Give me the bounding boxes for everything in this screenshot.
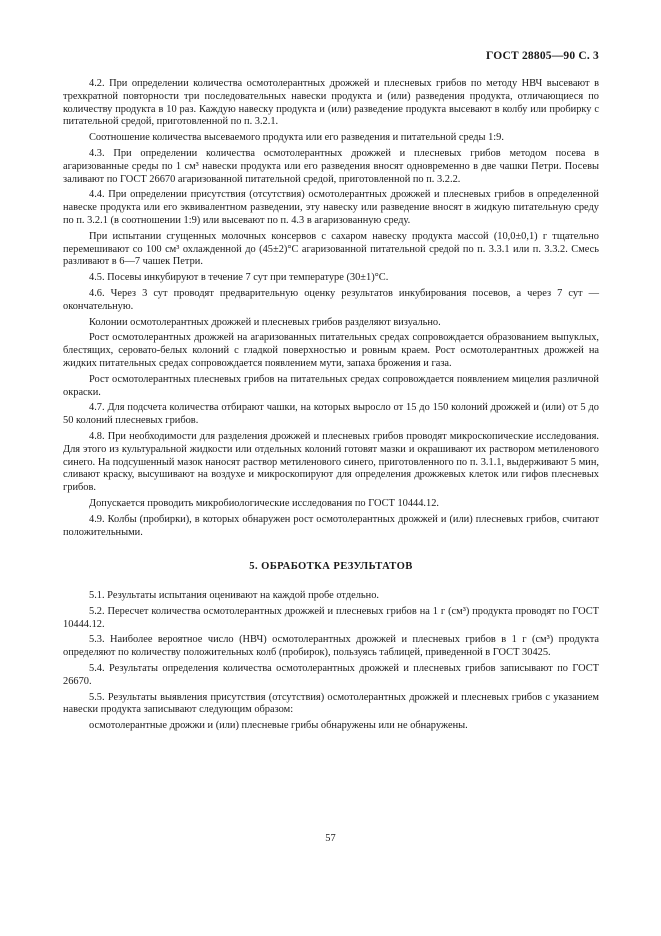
paragraph-4-9: 4.9. Колбы (пробирки), в которых обнаружен рост осмотолерантных дрожжей и (или) плесневых грибов, считают положительными. — [63, 513, 599, 538]
paragraph-yeast-growth: Рост осмотолерантных дрожжей на агаризованных питательных средах сопровождается образованием выпуклых, блестящих, серовато-белых колоний с гладкой поверхностью и ровным краем. Рост осмотолерантных дрожжей на жидких питательных средах сопровождается появлением мути, запаха брожения и газа. — [63, 332, 599, 369]
paragraph-4-8: 4.8. При необходимости для разделения дрожжей и плесневых грибов проводят микроскопические исследования. Для этого из культуральной жидкости или отдельных колоний готовят мазки и окрашивают их раствором метиленового синего. На подсушенный мазок наносят раствор метиленового синего, приготовленного по п. 3.1.1, выдерживают 5 мин, сливают краску, высушивают на воздухе и микроскопируют для определения дрожжевых клеток или гифов плесневых грибов. — [63, 430, 599, 494]
page-header: ГОСТ 28805—90 С. 3 — [486, 50, 599, 62]
paragraph-5-2: 5.2. Пересчет количества осмотолерантных дрожжей и плесневых грибов на 1 г (см³) продукта проводят по ГОСТ 10444.12. — [63, 605, 599, 630]
paragraph-allowed: Допускается проводить микробиологические исследования по ГОСТ 10444.12. — [89, 497, 440, 509]
paragraph-5-4: 5.4. Результаты определения количества осмотолерантных дрожжей и плесневых грибов записывают по ГОСТ 26670. — [63, 663, 599, 687]
paragraph-result-format: осмотолерантные дрожжи и (или) плесневые грибы обнаружены или не обнаружены. — [89, 720, 468, 732]
paragraph-condensed-milk: При испытании сгущенных молочных консервов с сахаром навеску продукта массой (10,0±0,1) г тщательно перемешивают со 100 см³ охлажденной до (45±2)°С агаризованной питательной средой по п. 3.3.1 или п. 3.3.2. Смесь разливают в 6—7 чашек Петри. — [63, 230, 599, 268]
paragraph-5-5: 5.5. Результаты выявления присутствия (отсутствия) осмотолерантных дрожжей и плесневых грибов с указанием навески продукта записывают следующим образом: — [63, 691, 599, 716]
paragraph-5-3: 5.3. Наиболее вероятное число (НВЧ) осмотолерантных дрожжей и плесневых грибов в 1 г (см³) продукта определяют по количеству положительных колб (пробирок), пользуясь таблицей, приведенной в ГОСТ 30425. — [63, 634, 599, 659]
document-body — [63, 78, 599, 736]
paragraph-mold-growth: Рост осмотолерантных плесневых грибов на питательных средах сопровождается появлением мицелия различной окраски. — [63, 373, 599, 398]
paragraph-5-1: 5.1. Результаты испытания оценивают на каждой пробе отдельно. — [89, 590, 380, 602]
paragraph-colonies: Колонии осмотолерантных дрожжей и плесневых грибов разделяют визуально. — [89, 316, 441, 328]
paragraph-4-7: 4.7. Для подсчета количества отбирают чашки, на которых выросло от 15 до 150 колоний дрожжей и (или) от 5 до 50 колоний плесневых грибов. — [63, 402, 599, 427]
section-title: 5. ОБРАБОТКА РЕЗУЛЬТАТОВ — [249, 561, 413, 573]
paragraph-4-5: 4.5. Посевы инкубируют в течение 7 сут при температуре (30±1)°С. — [89, 272, 389, 284]
paragraph-ratio: Соотношение количества высеваемого продукта или его разведения и питательной среды 1:9. — [89, 132, 504, 144]
page-number: 57 — [325, 833, 336, 844]
paragraph-4-3: 4.3. При определении количества осмотолерантных дрожжей и плесневых грибов методом посева в агаризованные среды по 1 см³ навески продукта или его разведения вносят одновременно в две чашки Петри. Посевы заливают по ГОСТ 26670 агаризованной питательной средой, приготовленной по п. 3.2.2. — [63, 147, 599, 185]
paragraph-4-2: 4.2. При определении количества осмотолерантных дрожжей и плесневых грибов по методу НВЧ высевают в трехкратной повторности три последовательных навески продукта и (или) разведения продукта, отличающиеся по количеству продукта в 10 раз. Каждую навеску продукта и (или) разведение продукта высевают в колбу или пробирку с питательной средой, приготовленной по п. 3.2.1. — [63, 78, 599, 128]
paragraph-4-4: 4.4. При определении присутствия (отсутствия) осмотолерантных дрожжей и плесневых грибов в определенной навеске продукта или его эквивалентном разведении, эту навеску или разведение вносят в жидкую питательную среду по п. 3.2.1 (в соотношении 1:9) или высевают по п. 4.3 в агаризованную среду. — [63, 189, 599, 226]
paragraph-4-6: 4.6. Через 3 сут проводят предварительную оценку результатов инкубирования посевов, а через 7 сут — окончательную. — [63, 287, 599, 312]
